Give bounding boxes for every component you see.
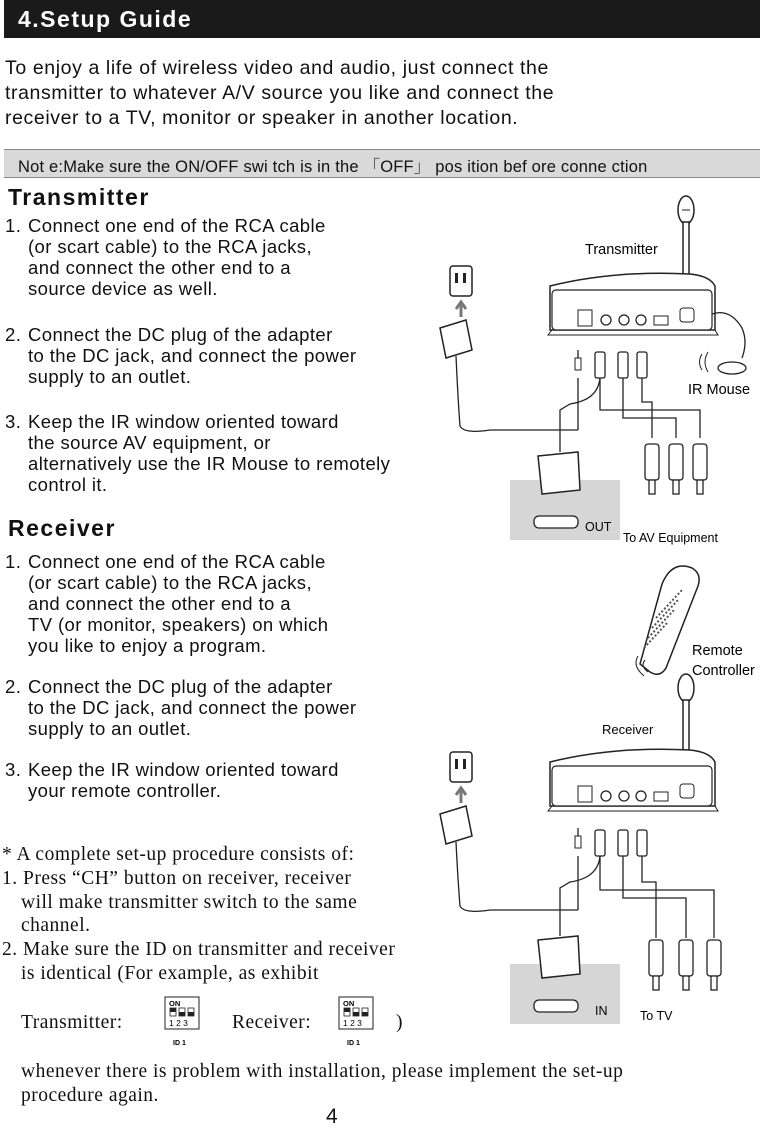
step-text: (or scart cable) to the RCA jacks, (28, 572, 312, 593)
step-text: you like to enjoy a program. (28, 635, 267, 656)
transmitter-id-label: Transmitter: (21, 1012, 123, 1033)
step-text: (or scart cable) to the RCA jacks, (28, 236, 312, 257)
transmitter-section-title: Transmitter (8, 184, 150, 210)
intro-paragraph (5, 56, 705, 131)
step-text: and connect the other end to a (28, 593, 291, 614)
dc-plug-icon (575, 836, 581, 848)
step-text: Keep the IR window oriented toward (28, 411, 339, 432)
dip-id-label: ID 1 (347, 1040, 360, 1047)
outlet-icon (450, 752, 472, 782)
dip-on-label: ON (343, 999, 355, 1008)
dip-number-labels: 1 2 3 (343, 1018, 362, 1028)
step-text: Connect the DC plug of the adapter (28, 676, 333, 697)
step-text: and connect the other end to a (28, 257, 291, 278)
close-paren: ) (396, 1012, 403, 1033)
remote-label-line-2: Controller (692, 663, 755, 679)
procedure-item-2 (2, 938, 395, 985)
transmitter-device-label: Transmitter (585, 242, 658, 258)
procedure-item-1 (2, 867, 357, 938)
transmitter-unit-icon (548, 273, 718, 335)
step-text: supply to an outlet. (28, 366, 192, 387)
step-text: control it. (28, 474, 108, 495)
step-text: supply to an outlet. (28, 718, 192, 739)
step-text: the source AV equipment, or (28, 432, 271, 453)
receiver-step-3 (5, 759, 339, 801)
receiver-id-label: Receiver: (232, 1012, 312, 1033)
step-number: 3. (5, 411, 22, 432)
procedure-outro (21, 1060, 623, 1107)
step-text: Connect one end of the RCA cable (28, 215, 326, 236)
transmitter-step-2 (5, 324, 356, 387)
procedure-line: channel. (21, 915, 91, 936)
step-text: TV (or monitor, speakers) on which (28, 614, 329, 635)
step-number: 2. (5, 676, 22, 697)
receiver-device-label: Receiver (602, 722, 654, 737)
step-number: 2. (5, 324, 22, 345)
transmitter-diagram (430, 190, 773, 555)
remote-controller-icon (636, 566, 699, 676)
step-number: 3. (5, 759, 22, 780)
dip-on-label: ON (169, 999, 181, 1008)
receiver-step-1 (5, 551, 328, 656)
intro-line: transmitter to whatever A/V source you like and connect the (5, 82, 555, 104)
dc-plug-icon (575, 358, 581, 370)
procedure-line: will make transmitter switch to the same (21, 891, 358, 913)
transmitter-step-1 (5, 215, 326, 299)
receiver-unit-icon (548, 749, 718, 811)
power-adapter-icon (440, 320, 472, 358)
step-text: Connect one end of the RCA cable (28, 551, 326, 572)
remote-label-line-1: Remote (692, 643, 743, 659)
in-label: IN (595, 1004, 608, 1018)
receiver-step-2 (5, 676, 356, 739)
antenna-icon (678, 196, 694, 282)
step-text: alternatively use the IR Mouse to remotely (28, 453, 391, 474)
procedure-line: 1. Press “CH” button on receiver, receiver (2, 868, 352, 889)
dip-switch-transmitter (164, 995, 204, 1052)
intro-line: To enjoy a life of wireless video and audio, just connect the (5, 57, 549, 79)
power-adapter-icon (440, 806, 472, 844)
note-text: Not e:Make sure the ON/OFF swi tch is in the 「OFF」 pos ition bef ore conne ction (18, 158, 648, 176)
transmitter-step-3 (5, 411, 390, 495)
procedure-intro: * A complete set-up procedure consists of: (2, 844, 355, 865)
out-label: OUT (585, 520, 612, 534)
to-tv-label: To TV (640, 1009, 673, 1023)
page-number: 4 (326, 1105, 338, 1128)
step-text: source device as well. (28, 278, 218, 299)
ir-mouse-icon (718, 362, 746, 374)
page-title: 4.Setup Guide (18, 6, 193, 32)
outlet-icon (450, 266, 472, 296)
antenna-icon (678, 674, 694, 760)
dip-number-labels: 1 2 3 (169, 1018, 188, 1028)
step-number: 1. (5, 551, 22, 572)
step-number: 1. (5, 215, 22, 236)
procedure-line: whenever there is problem with installation, please implement the set-up (21, 1061, 624, 1082)
step-text: your remote controller. (28, 780, 222, 801)
step-text: Connect the DC plug of the adapter (28, 324, 333, 345)
receiver-diagram (430, 560, 773, 1035)
to-av-equipment-label: To AV Equipment (623, 531, 718, 545)
ir-mouse-label: IR Mouse (688, 382, 751, 398)
intro-line: receiver to a TV, monitor or speaker in another location. (5, 107, 519, 129)
step-text: Keep the IR window oriented toward (28, 759, 339, 780)
dip-switch-receiver (338, 995, 378, 1052)
procedure-line: 2. Make sure the ID on transmitter and receiver (2, 939, 396, 960)
step-text: to the DC jack, and connect the power (28, 345, 357, 366)
step-text: to the DC jack, and connect the power (28, 697, 357, 718)
dip-id-label: ID 1 (173, 1040, 186, 1047)
procedure-line: procedure again. (21, 1084, 159, 1106)
receiver-section-title: Receiver (8, 515, 116, 541)
procedure-line: is identical (For example, as exhibit (21, 962, 319, 984)
